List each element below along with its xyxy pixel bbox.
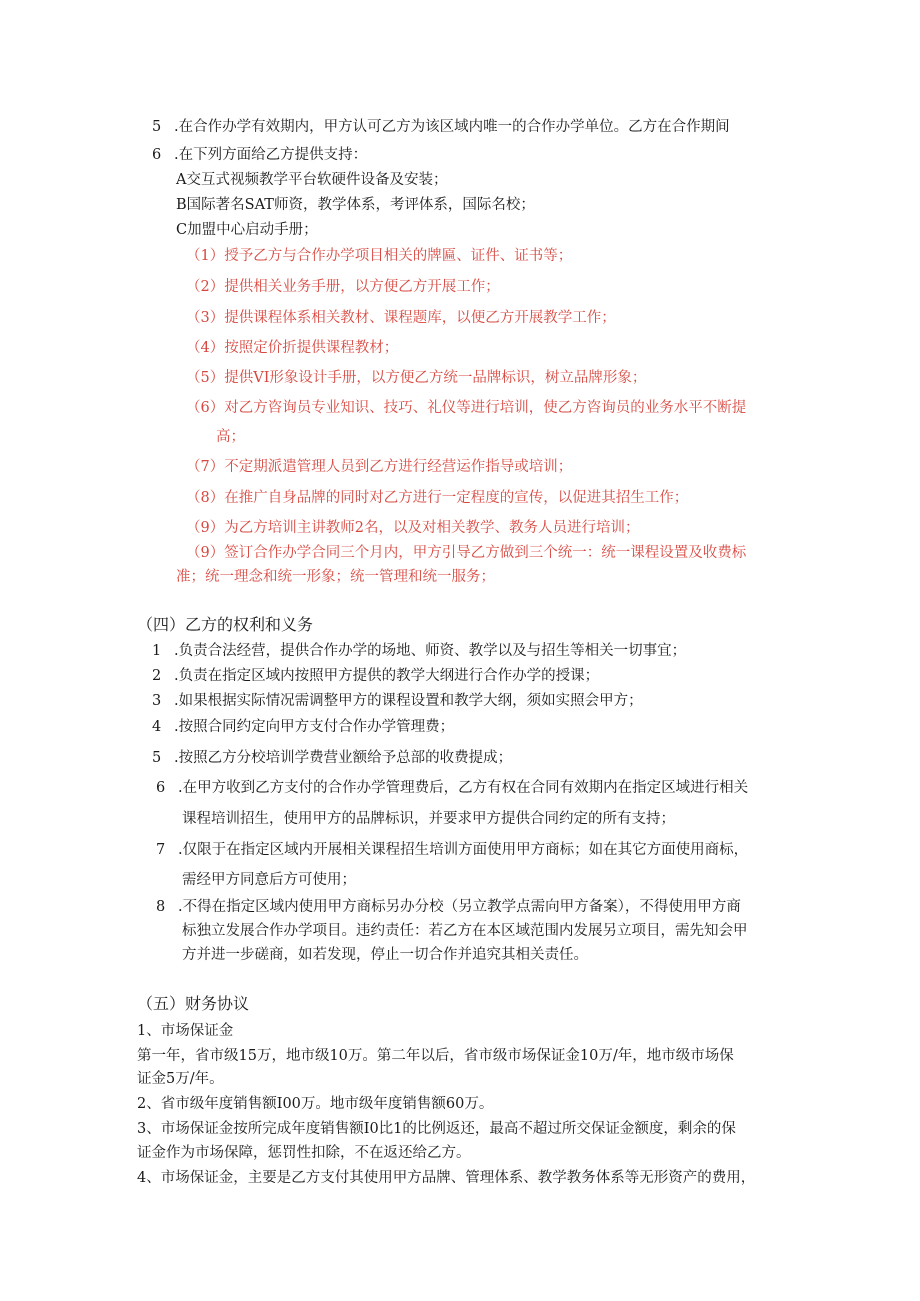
obligation-2: [152, 666, 599, 686]
support-item-6-cont: 高；: [216, 429, 245, 445]
clause-text: .按照合同约定向甲方支付合作办学管理费；: [174, 719, 455, 735]
clause-number: 5: [152, 119, 162, 135]
clause-number: 1: [152, 643, 162, 659]
support-a: A交互式视频教学平台软硬件设备及安装；: [176, 172, 448, 188]
finance-line-7: 4、市场保证金，主要是乙方支付其使用甲方品牌、管理体系、教学教务体系等无形资产的费用，: [137, 1170, 756, 1186]
clause-5: [152, 117, 730, 137]
clause-number: 3: [152, 693, 162, 709]
clause-text: .仅限于在指定区域内开展相关课程招生培训方面使用甲方商标；如在其它方面使用商标，: [178, 842, 749, 858]
obligation-7-cont: 需经甲方同意后方可使用；: [182, 872, 356, 888]
obligation-6: [156, 778, 748, 798]
clause-number: 6: [152, 147, 162, 163]
obligation-5: [152, 748, 512, 768]
obligation-7: [156, 840, 748, 860]
obligation-4: [152, 717, 454, 737]
clause-text: .负责在指定区域内按照甲方提供的教学大纲进行合作办学的授课；: [174, 668, 600, 684]
support-item-8: （8）在推广自身品牌的同时对乙方进行一定程度的宣传，以促进其招生工作；: [186, 490, 689, 506]
support-item-2: （2）提供相关业务手册，以方便乙方开展工作；: [186, 279, 500, 295]
support-item-4: （4）按照定价折提供课程教材；: [186, 340, 399, 356]
clause-text: .按照乙方分校培训学费营业额给予总部的收费提成；: [174, 750, 513, 766]
obligation-8: [156, 897, 741, 917]
finance-line-6: 证金作为市场保障，惩罚性扣除，不在返还给乙方。: [137, 1145, 471, 1161]
clause-number: 4: [152, 719, 162, 735]
support-item-9: （9）为乙方培训主讲教师2名，以及对相关教学、教务人员进行培训；: [186, 520, 640, 536]
support-item-9b-cont: 准；统一理念和统一形象；统一管理和统一服务；: [176, 569, 495, 585]
finance-line-2: 第一年，省市级15万，地市级10万。第二年以后，省市级市场保证金10万/年，地市级市场保: [137, 1048, 734, 1064]
support-item-7: （7）不定期派遣管理人员到乙方进行经营运作指导或培训；: [186, 459, 573, 475]
support-item-6: （6）对乙方咨询员专业知识、技巧、礼仪等进行培训，使乙方咨询员的业务水平不断提: [186, 400, 747, 416]
support-item-9b: （9）签订合作办学合同三个月内，甲方引导乙方做到三个统一：统一课程设置及收费标: [186, 545, 747, 561]
clause-text: .负责合法经营，提供合作办学的场地、师资、教学以及与招生等相关一切事宜；: [174, 643, 687, 659]
clause-text: .在下列方面给乙方提供支持：: [174, 147, 368, 163]
clause-number: 2: [152, 668, 162, 684]
finance-line-5: 3、市场保证金按所完成年度销售额I0比1的比例返还，最高不超过所交保证金额度，剩余的保: [137, 1121, 736, 1137]
support-item-3: （3）提供课程体系相关教材、课程题库，以便乙方开展教学工作；: [186, 310, 616, 326]
clause-number: 5: [152, 750, 162, 766]
obligation-6-cont: 课程培训招生，使用甲方的品牌标识，并要求甲方提供合同约定的所有支持；: [182, 811, 675, 827]
obligation-3: [152, 691, 643, 711]
clause-number: 7: [156, 842, 166, 858]
clause-text: .如果根据实际情况需调整甲方的课程设置和教学大纲，须如实照会甲方；: [174, 693, 643, 709]
finance-line-4: 2、省市级年度销售额I00万。地市级年度销售额60万。: [137, 1096, 494, 1112]
clause-6: [152, 145, 367, 165]
obligation-1: [152, 641, 686, 661]
obligation-8-cont-2: 方并进一步磋商，如若发现，停止一切合作并追究其相关责任。: [182, 947, 588, 963]
section-4-title: （四）乙方的权利和义务: [137, 615, 314, 634]
clause-text: .在甲方收到乙方支付的合作办学管理费后，乙方有权在合同有效期内在指定区域进行相关: [178, 780, 749, 796]
support-b: B国际著名SAT师资，教学体系，考评体系，国际名校；: [176, 197, 535, 213]
clause-text: .不得在指定区域内使用甲方商标另办分校（另立教学点需向甲方备案），不得使用甲方商: [178, 899, 741, 915]
obligation-8-cont-1: 标独立发展合作办学项目。违约责任：若乙方在本区域范围内发展另立项目，需先知会甲: [182, 923, 748, 939]
clause-number: 8: [156, 899, 166, 915]
finance-line-3: 证金5万/年。: [137, 1071, 224, 1087]
support-item-5: （5）提供VI形象设计手册，以方便乙方统一品牌标识，树立品牌形象；: [186, 370, 647, 386]
section-5-title: （五）财务协议: [137, 994, 250, 1013]
clause-number: 6: [156, 780, 166, 796]
clause-text: .在合作办学有效期内，甲方认可乙方为该区域内唯一的合作办学单位。乙方在合作期间: [174, 119, 730, 135]
support-c: C加盟中心启动手册；: [176, 222, 318, 238]
finance-line-1: 1、市场保证金: [137, 1023, 234, 1039]
support-item-1: （1）授予乙方与合作办学项目相关的牌匾、证件、证书等；: [186, 248, 573, 264]
